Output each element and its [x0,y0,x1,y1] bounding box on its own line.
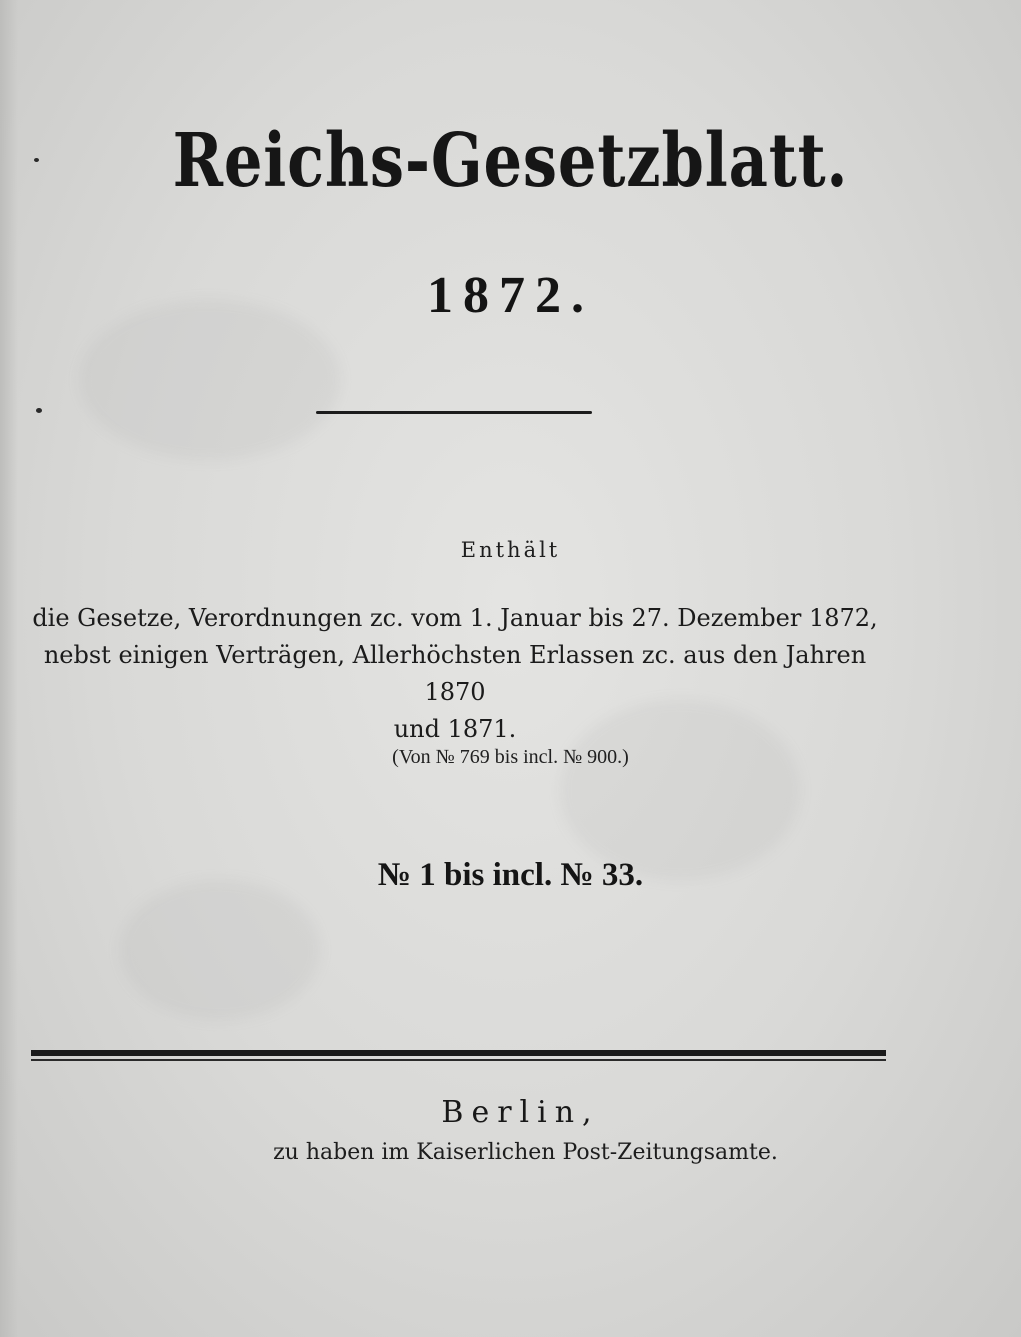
divider-thin-line [31,1059,886,1061]
document-title: Reichs-Gesetzblatt. [172,118,849,204]
description-line: die Gesetze, Verordnungen zc. vom 1. Januar bis 27. Dezember 1872, [32,604,878,632]
description-line: nebst einigen Verträgen, Allerhöchsten Erlassen zc. aus den Jahren 1870 [43,641,867,706]
imprint-city: Berlin, [441,1095,600,1130]
imprint-divider [31,1050,886,1062]
contains-label: Enthält [460,538,561,562]
ink-speck [36,408,42,413]
divider-thick-line [31,1050,886,1056]
title-divider [316,411,592,414]
paper-stain [120,880,320,1020]
issue-numbers: № 1 bis incl. № 33. [377,857,644,893]
ink-speck [34,158,39,162]
description-line: und 1871. [393,715,517,743]
contents-description [24,600,886,748]
document-year: 1872. [427,267,594,324]
number-range: (Von № 769 bis incl. № 900.) [392,746,629,768]
page-edge-shadow [0,0,18,1337]
imprint-publisher: zu haben im Kaiserlichen Post-Zeitungsamte. [273,1140,778,1165]
